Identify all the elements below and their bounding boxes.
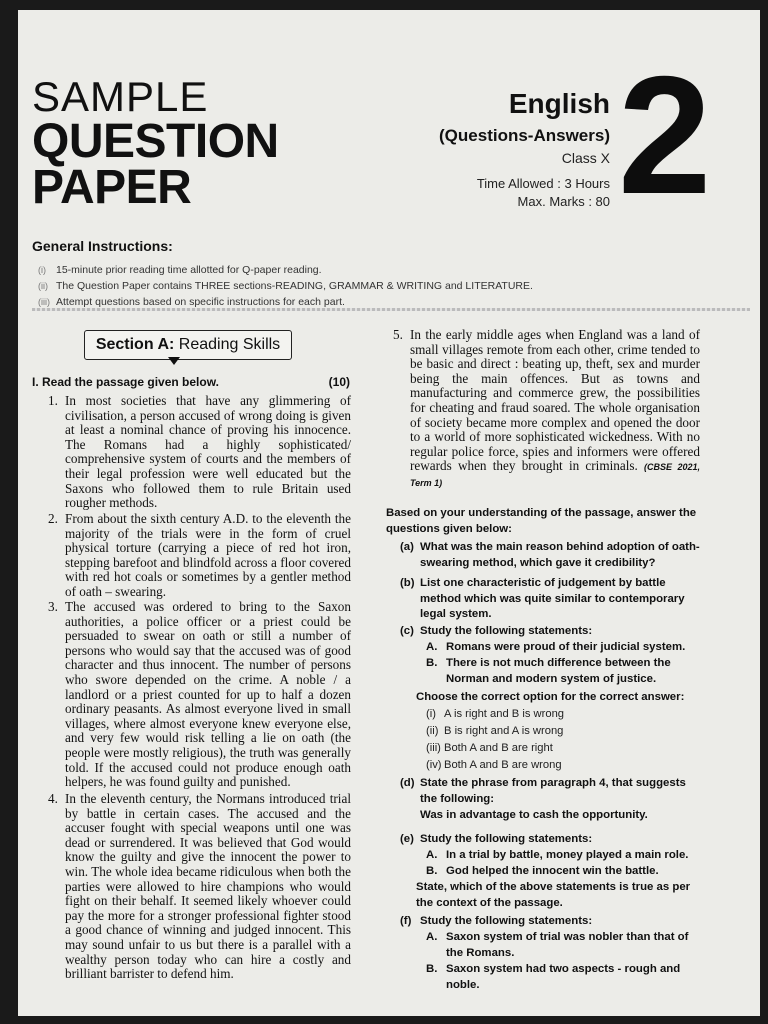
passage-paragraph: 2. From about the sixth century A.D. to the eleventh the majority of the trials were in the form of cruel physical torture (carrying a piece of red hot iron, stepping barefoot and blindfold across a floor covered with red hot coals or sometimes by a gentler method of oath – swearing. — [48, 511, 351, 599]
question-instruction: Based on your understanding of the passage, answer the questions given below: — [386, 507, 697, 535]
passage-paragraph: 3. The accused was ordered to bring to the Saxon authorities, a police officer or a priest could be persuaded to swear on oath or still a number of persons who would say that the accused was of good character and thus innocent. The number of persons who swore depended on the crime. A noble / a landlord or a priest counted for up to half a dozen ordinary peasants. As almost everyone lived in small villages, where almost everyone knew everyone else, and very few would risk telling a lie on oath (the people were mostly religious), the truth was generally told. If the accused could not produce enough oath helpers, he was found guilty and punished. — [48, 599, 351, 790]
time-allowed: Time Allowed : 3 Hours — [476, 176, 610, 191]
statement-b: B. Saxon system had two aspects - rough and noble. — [426, 963, 681, 991]
question-1-marks: (10) — [328, 375, 350, 389]
subject-subtitle: (Questions-Answers) — [439, 126, 610, 145]
paper-number: 2 — [618, 41, 712, 229]
question-e: (e) Study the following statements: — [400, 833, 593, 845]
instruction-item: (i) 15-minute prior reading time allotted for Q-paper reading. — [38, 264, 322, 276]
question-label: QUESTION — [32, 115, 279, 168]
section-heading: Section A: Reading Skills — [84, 330, 292, 360]
question-a: (a) What was the main reason behind adoption of oath-swearing method, which gave it credibility? — [400, 541, 700, 569]
statement-a: A. In a trial by battle, money played a main role. — [426, 849, 689, 861]
choose-instruction: Choose the correct option for the correct answer: — [416, 691, 685, 703]
sample-label: SAMPLE — [32, 73, 209, 120]
question-d: (d) State the phrase from paragraph 4, that suggests the following: — [400, 777, 686, 805]
question-paper-page — [18, 10, 760, 1016]
option-i: (i) A is right and B is wrong — [426, 708, 565, 720]
section-divider — [32, 308, 750, 311]
statement-b: B. God helped the innocent win the battle. — [426, 865, 659, 877]
statement-a: A. Saxon system of trial was nobler than that of the Romans. — [426, 931, 689, 959]
question-b: (b) List one characteristic of judgement by battle method which was quite similar to contemporary legal system. — [400, 577, 685, 620]
question-f: (f) Study the following statements: — [400, 915, 593, 927]
instructions-title: General Instructions: — [32, 238, 173, 254]
passage-paragraph: 1. In most societies that have any glimmering of civilisation, a person accused of wrong doing is given at least a nominal chance of proving his innocence. The Romans had a highly sophisticated/ comprehensive system of courts and the members of their legal profession were well educated but the Saxons who followed them to rule Britain used rougher methods. — [48, 393, 351, 511]
paper-label: PAPER — [32, 161, 192, 214]
section-arrow-icon — [168, 357, 180, 365]
statement-b: B. There is not much difference between the Norman and modern system of justice. — [426, 657, 671, 685]
statement-a: A. Romans were proud of their judicial system. — [426, 641, 686, 653]
instruction-item: (iii) Attempt questions based on specific instructions for each part. — [38, 296, 345, 308]
option-ii: (ii) B is right and A is wrong — [426, 725, 564, 737]
passage-paragraph: 5. In the early middle ages when England was a land of small villages remote from each other, crime tended to be basic and direct : beating up, theft, sex and murder being the main offences. But as towns and manufacturing and commerce grew, the possibilities for cheating and fraud soared. The whole organisation of society became more complex and opened the door to a world of more sophisticated wickedness. With no regular police force, spies and informers were offered rewards when they brought in criminals. (CBSE 2021, Term 1) — [393, 327, 701, 488]
question-e-instruction: State, which of the above statements is true as per the context of the passage. — [416, 881, 691, 909]
question-d-phrase: Was in advantage to cash the opportunity. — [420, 809, 648, 821]
question-c: (c) Study the following statements: — [400, 625, 593, 637]
option-iv: (iv) Both A and B are wrong — [426, 759, 562, 771]
max-marks: Max. Marks : 80 — [517, 194, 610, 209]
question-1-heading: I. Read the passage given below. (10) — [32, 375, 350, 389]
subject-title: English — [508, 88, 610, 119]
option-iii: (iii) Both A and B are right — [426, 742, 553, 754]
instruction-item: (ii) The Question Paper contains THREE sections-READING, GRAMMAR & WRITING and LITERATURE. — [38, 280, 533, 292]
passage-paragraph: 4. In the eleventh century, the Normans introduced trial by battle in certain cases. The accused and the accuser fought with special weapons until one was dead or surrendered. It was believed that God would know the guilty and give the innocent the power to win. The whole idea became ridiculous when both the parties were allowed to hire champions who would fight on their behalf. It seemed likely whoever could pay the more for a stronger professional fighter stood a good chance of winning and judged innocent. This may sound unfair to us but there is a parallel with a wealthy person today who can hire a costly and brilliant barrister to defend him. — [48, 791, 351, 982]
class-label: Class X — [561, 150, 610, 166]
